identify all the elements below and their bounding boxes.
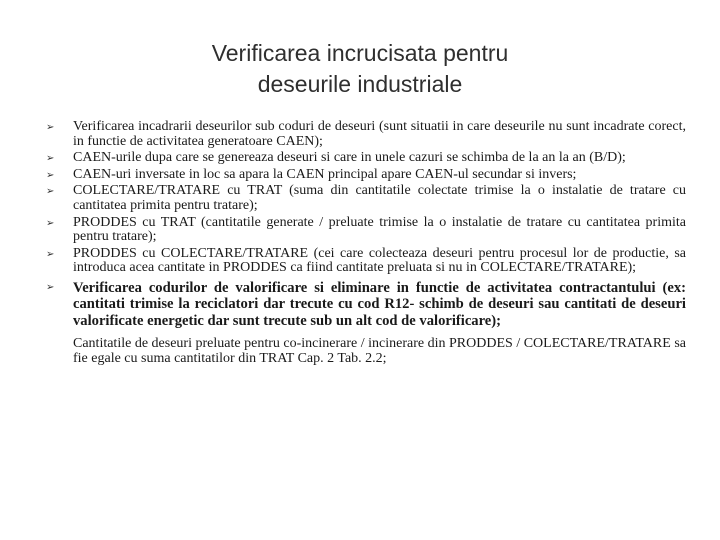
list-item-text: Verificarea incadrarii deseurilor sub coduri de deseuri (sunt situatii in care deseurile nu sunt incadrate corect, in functie de activitatea generatoare CAEN); — [73, 119, 686, 149]
list-item-text: CAEN-urile dupa care se genereaza deseuri si care in unele cazuri se schimba de la an la an (B/D); — [73, 150, 626, 166]
list-item — [46, 184, 686, 213]
arrow-bullet-icon: ➢ — [46, 217, 55, 229]
arrow-bullet-icon: ➢ — [46, 248, 55, 260]
arrow-bullet-icon: ➢ — [46, 169, 55, 181]
list-item — [46, 120, 686, 149]
list-item — [46, 280, 686, 329]
list-item-text: Verificarea codurilor de valorificare si eliminare in functie de activitatea contractantului (ex: cantitati trimise la reciclatori dar trecute cu cod R12- schimb de deseuri sau cantitati de deseuri valorificate energetic dar sunt trecute sub un alt cod de valorificare); — [73, 279, 686, 329]
list-item — [46, 151, 686, 166]
slide-title-line-1: Verificarea incrucisata pentru — [211, 40, 509, 66]
list-item — [46, 337, 686, 366]
slide-title — [0, 38, 720, 100]
list-item-text: PRODDES cu TRAT (cantitatile generate / preluate trimise la o instalatie de tratare cu cantitatea primita pentru tratare); — [73, 214, 686, 245]
list-item-text: COLECTARE/TRATARE cu TRAT (suma din cantitatile colectate trimise la o instalatie de tratare cu cantitatea primita pentru tratare); — [73, 183, 686, 213]
arrow-bullet-icon: ➢ — [46, 186, 55, 198]
arrow-bullet-icon: ➢ — [46, 281, 55, 293]
list-item — [46, 168, 686, 183]
slide-title-line-2: deseurile industriale — [257, 71, 463, 97]
bullet-list — [46, 120, 686, 368]
arrow-bullet-icon: ➢ — [46, 153, 55, 165]
list-item-text: CAEN-uri inversate in loc sa apara la CAEN principal apare CAEN-ul secundar si invers; — [73, 166, 577, 182]
list-item-text: PRODDES cu COLECTARE/TRATARE (cei care colecteaza deseuri pentru procesul lor de productie, sa introduca acea cantitate in PRODDES ca fiind cantitate preluata si nu in COLECTARE/TRATARE); — [73, 245, 686, 276]
arrow-bullet-icon: ➢ — [46, 122, 55, 133]
list-item — [46, 216, 686, 245]
list-item-text: Cantitatile de deseuri preluate pentru co-incinerare / incinerare din PRODDES / COLECTARE/TRATARE sa fie egale cu suma cantitatilor din TRAT Cap. 2 Tab. 2.2; — [73, 336, 686, 366]
list-item — [46, 247, 686, 276]
